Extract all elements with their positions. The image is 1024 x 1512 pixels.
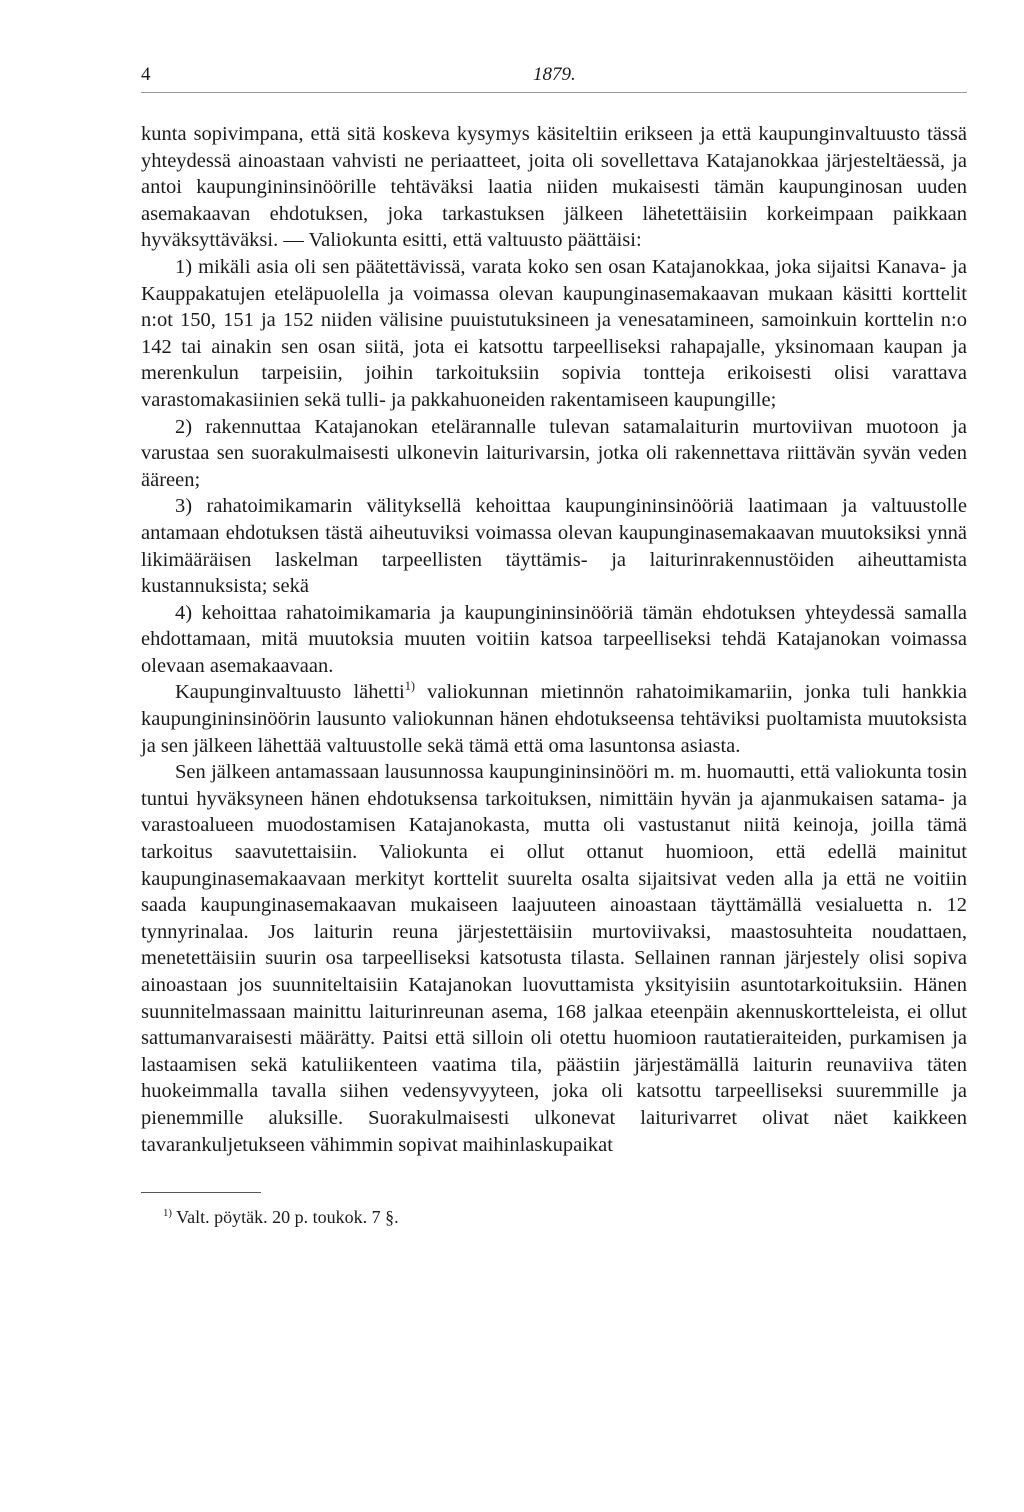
document-page [141,62,967,1492]
body-text [141,121,967,1158]
list-item: 4) kehoittaa rahatoimikamaria ja kaupungininsinööriä tämän ehdotuksen yhteydessä samalla ehdottamaan, mitä muutoksia muuten voitiin katsoa tarpeelliseksi tehdä Katajanokan voimassa olevaan asemakaavaan. [141,601,967,677]
list-item: 1) mikäli asia oli sen päätettävissä, varata koko sen osan Katajanokkaa, joka sijaitsi Kanava- ja Kauppakatujen eteläpuolella ja voimassa olevan kaupunginasemakaavan mukaan käsitti korttelit n:ot 150, 151 ja 152 niiden välisine puuistutuksineen ja venesatamineen, samoinkuin korttelin n:o 142 tai ainakin sen osan siitä, jota ei katsottu tarpeelliseksi rahapajalle, yksinomaan kaupan ja merenkulun tarpeisiin, joihin tarkoituksiin sopivia tontteja erikoisesti olisi varattava varastomakasiinien sekä tulli- ja pakkahuoneiden rakentamiseen kaupungille; [141,255,967,411]
footnote-mark: 1) [163,1207,172,1220]
page-header [141,62,967,93]
list-item: 3) rahatoimikamarin välityksellä kehoittaa kaupungininsinööriä laatimaan ja valtuustolle antamaan ehdotuksen tästä aiheutuviksi voimassa olevan kaupunginasemakaavan muutoksiksi ynnä likimääräisen laskelman tarpeellisten täyttämis- ja laiturinrakennustöiden aiheuttamista kustannuksista; sekä [141,495,967,598]
footnote-divider [141,1192,261,1193]
intro-paragraph: kunta sopivimpana, että sitä koskeva kysymys käsiteltiin erikseen ja että kaupunginvaltuusto tässä yhteydessä ainoastaan vahvisti ne periaatteet, joita oli sovellettava Katajanokkaa järjesteltäessä, ja antoi kaupungininsinöörille tehtäväksi laatia niiden mukaisesti tämän kaupunginosan uuden asemakaavan ehdotuksen, joka tarkastuksen jälkeen lähetettäisiin korkeimpaan paikkaan hyväksyttäväksi. — Valiokunta esitti, että valtuusto päättäisi: [141,123,967,252]
page-number: 4 [141,64,151,85]
paragraph-text: valiokunnan mietinnön rahatoimikamariin, jonka tuli hankkia kaupungininsinöörin lausunto valiokunnan hänen ehdotukseensa tehtäviksi puoltamista muutoksista ja sen jälkeen lähettää valtuustolle sekä tämä että oma lasuntonsa asiasta. [141,681,967,757]
paragraph-engineer-statement: Sen jälkeen antamassaan lausunnossa kaupungininsinööri m. m. huomautti, että valiokunta tosin tuntui hyväksyneen hänen ehdotuksensa tarkoituksen, nimittäin hyvän ja ajanmukaisen satama- ja varastoalueen muodostamisen Katajanokasta, mutta oli vastustanut niitä keinoja, joilla tämä tarkoitus saavutettaisiin. Valiokunta ei ollut ottanut huomioon, että edellä mainitut kaupunginasemakaavaan merkityt korttelit suurelta osalta sijaitsivat veden alla ja että ne voitiin saada kaupunginasemakaavan mukaiseen laajuuteen ainoastaan täyttämällä vesialuetta n. 12 tynnyrinalaa. Jos laiturin reuna järjestettäisiin murtoviivaksi, maastosuhteita noudattaen, menetettäisiin suurin osa tarpeelliseksi katsotusta tilasta. Sellainen rannan järjestely olisi sopiva ainoastaan jos suunniteltaisiin Katajanokan luovuttamista yksityisiin asuntotarkoituksiin. Hänen suunnitelmassaan mainittu laiturinreunan asema, 168 jalkaa eteenpäin akennuskortteleista, ei ollut sattumanvaraisesti määrätty. Paitsi että silloin oli otettu huomioon rautatieraiteiden, purkamisen ja lastaamisen sekä katuliikenteen vaatima tila, päästiin järjestämällä laiturin reunaviiva täten huokeimmalla tavalla siihen vedensyvyyteen, joka oli katsottu tarpeelliseksi suuremmille ja pienemmille aluksille. Suorakulmaisesti ulkonevat laiturivarret olivat näet kaikkeen tavarankuljetukseen vähimmin sopivat maihinlaskupaikat [141,761,967,1156]
footnote-reference: 1) [404,679,415,694]
footnote-text: Valt. pöytäk. 20 p. toukok. 7 §. [172,1207,399,1228]
proposal-list [141,254,967,680]
footnote [141,1207,967,1228]
paragraph-text: Kaupunginvaltuusto lähetti [175,681,405,704]
list-item: 2) rakennuttaa Katajanokan etelärannalle tulevan satamalaiturin murtoviivan muotoon ja varustaa sen suorakulmaisesti ulkonevin laiturivarsin, jotka oli rakennettava riittävän syvän veden ääreen; [141,415,967,491]
paragraph-council-referral [141,679,967,759]
running-head-year: 1879. [533,64,576,85]
